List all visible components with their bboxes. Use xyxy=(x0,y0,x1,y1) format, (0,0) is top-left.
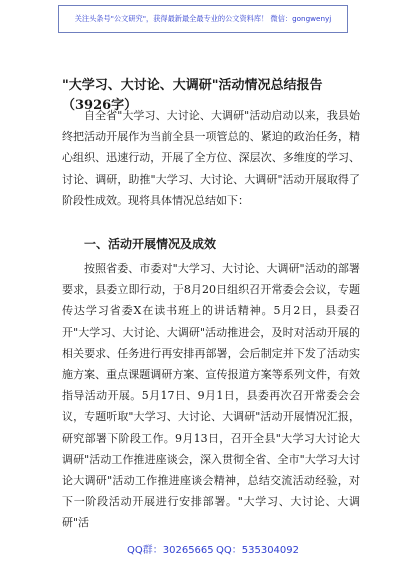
footer-qq-contact: QQ：535304092 xyxy=(216,545,300,556)
header-notice-text: 关注头条号"公文研究"，获得最新最全最专业的公文资料库！ 微信：gongwenyj xyxy=(74,14,332,23)
header-notice-box xyxy=(58,5,348,33)
document-title: "大学习、大讨论、大调研"活动情况总结报告（3926字） xyxy=(62,78,323,113)
section-heading: 一、活动开展情况及成效 xyxy=(84,237,217,251)
footer-qq-group: QQ群：30265665 xyxy=(127,545,214,556)
footer xyxy=(0,541,408,557)
section-body-paragraph: 按照省委、市委对"大学习、大讨论、大调研"活动的部署要求，县委立即行动，于8月20日组织召开常委会会议，专题传达学习省委X在读书班上的讲话精神。5月2日，县委召开"大学习、大讨论、大调研"活动推进会，及时对活动开展的相关要求、任务进行再安排再部署，会后制定并下发了活动实施方案、重点课题调研方案、宣传报道方案等系列文件，有效指导活动开展。5月17日、9月1日，县委再次召开常委会会议，专题听取"大学习、大讨论、大调研"活动开展情况汇报，研究部署下阶段工作。9月13日，召开全县"大学习大讨论大调研"活动工作推进座谈会，深入贯彻全省、全市"大学习大讨论大调研"活动工作推进座谈会精神，总结交流活动经验，对下一阶段活动开展进行安排部署。"大学习、大讨论、大调研"活 xyxy=(62,262,360,530)
intro-paragraph: 自全省"大学习、大讨论、大调研"活动启动以来，我县始终把活动开展作为当前全县一项管总的、紧迫的政治任务，精心组织、迅速行动，开展了全方位、深层次、多维度的学习、讨论、调研，助推"大学习、大讨论、大调研"活动开展取得了阶段性成效。现将具体情况总结如下： xyxy=(62,109,360,207)
